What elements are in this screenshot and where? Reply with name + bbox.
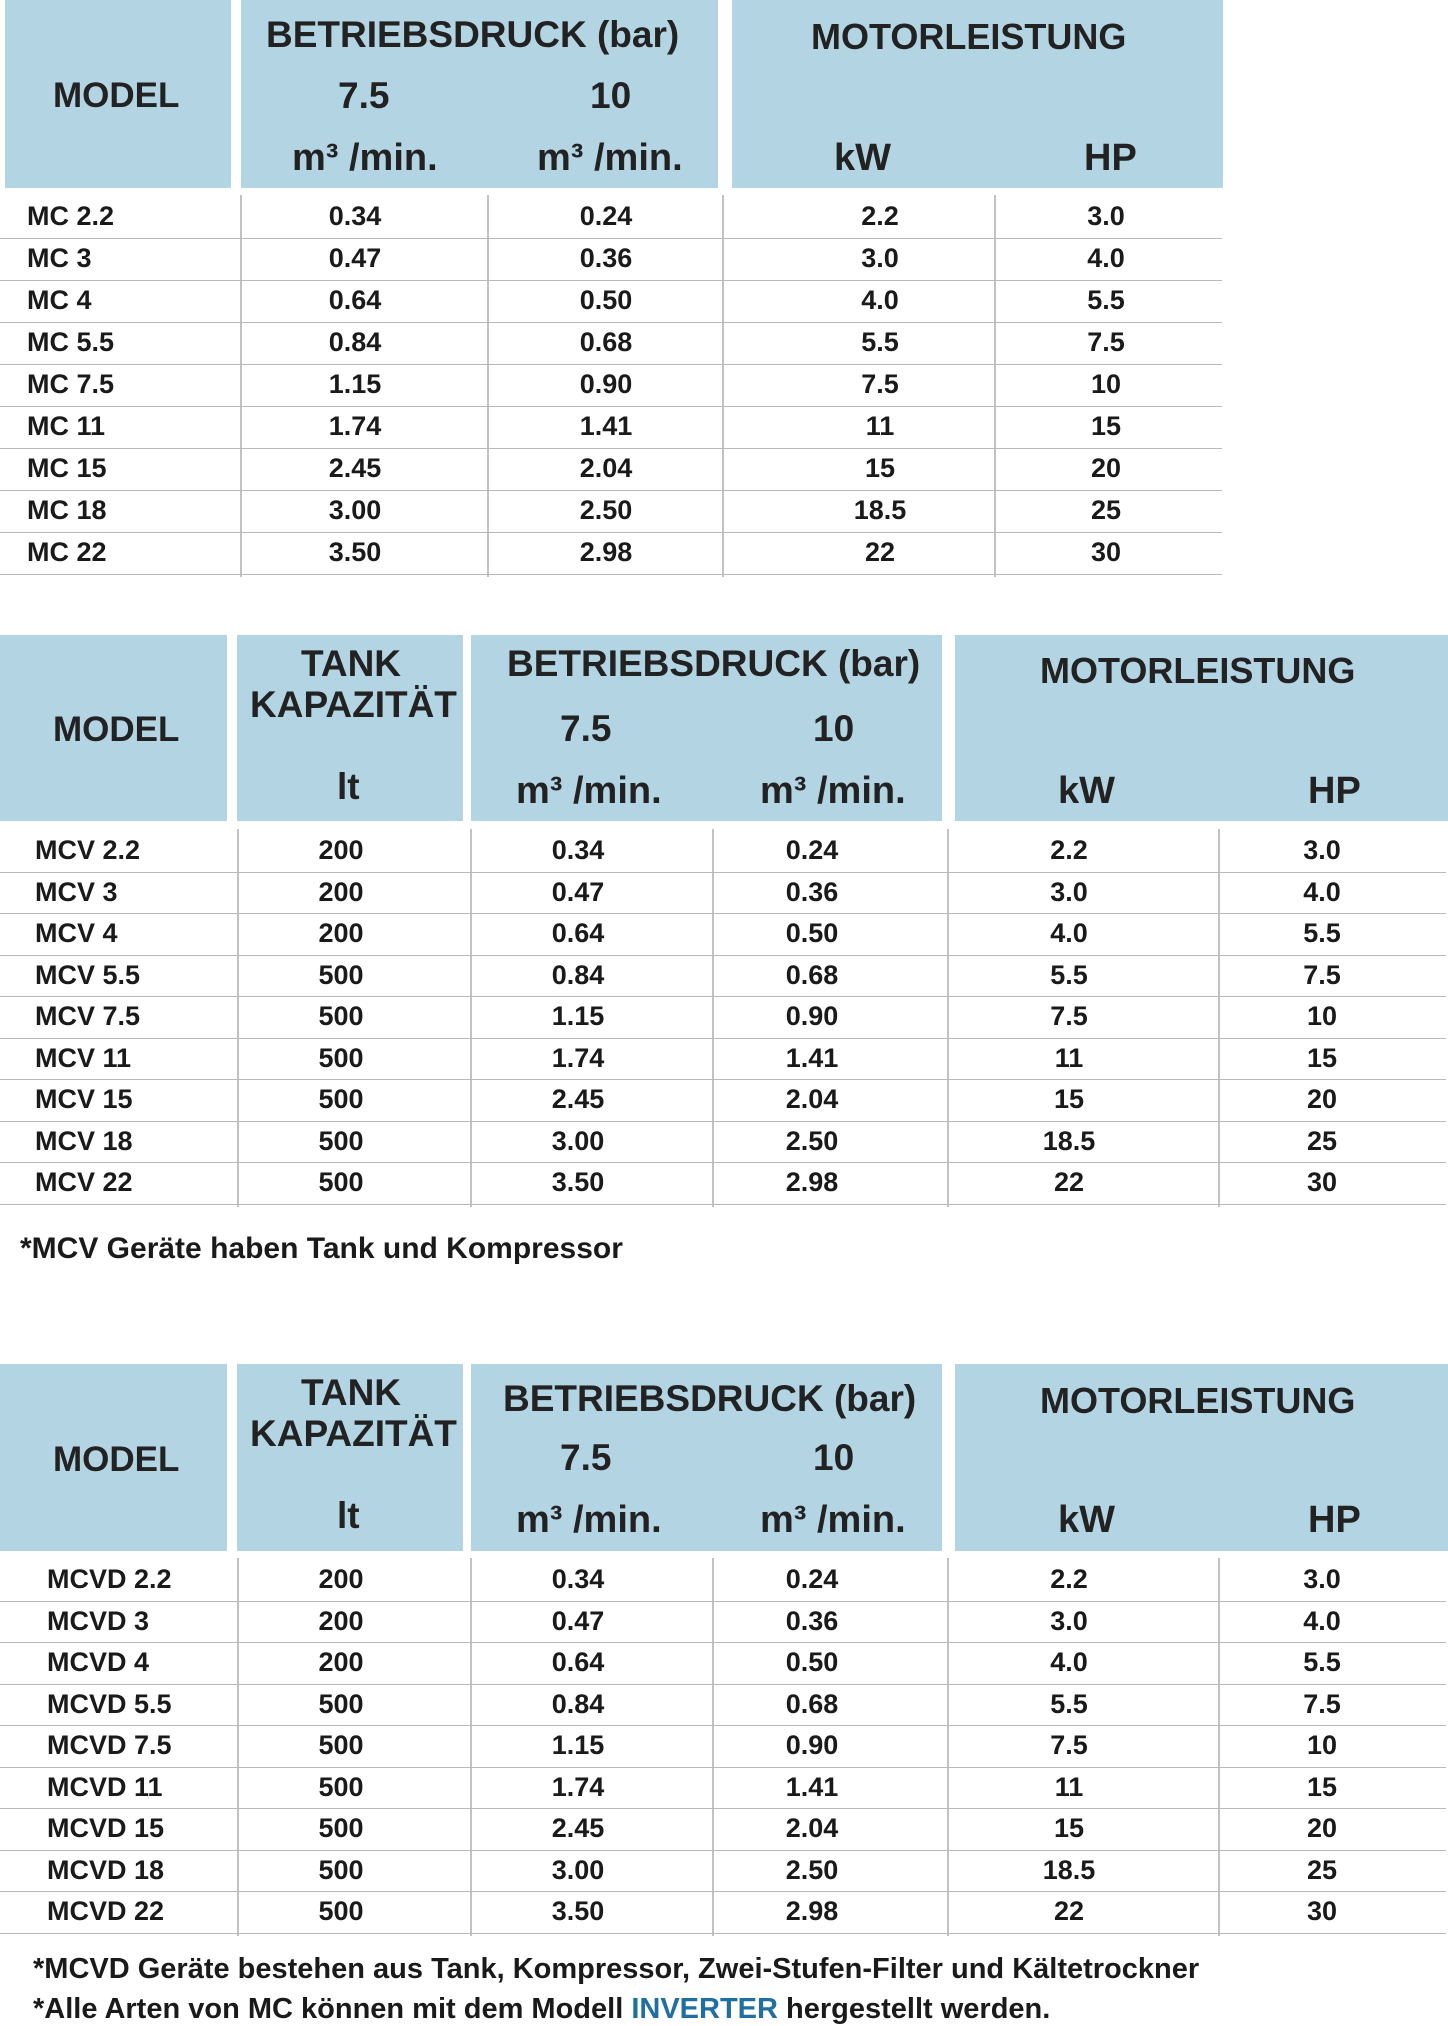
model-cell: MCVD 7.5 — [47, 1730, 172, 1760]
header-tank: TANK — [301, 1372, 402, 1413]
hp-cell: 30 — [1090, 537, 1122, 567]
model-cell: MC 18 — [27, 495, 107, 525]
flow-75-cell: 1.15 — [328, 369, 382, 399]
hp-cell: 30 — [1306, 1896, 1338, 1926]
model-cell: MC 15 — [27, 453, 107, 483]
flow-10-cell: 2.98 — [579, 537, 633, 567]
kw-cell: 7.5 — [1050, 1730, 1088, 1760]
model-cell: MC 22 — [27, 537, 107, 567]
row-divider — [0, 1850, 1446, 1851]
header-pressure: BETRIEBSDRUCK (bar) — [266, 14, 680, 55]
hp-cell: 10 — [1306, 1730, 1338, 1760]
kw-cell: 15 — [864, 453, 896, 483]
row-divider — [0, 1601, 1446, 1602]
model-cell: MCV 4 — [35, 918, 118, 948]
flow-75-cell: 3.50 — [551, 1896, 605, 1926]
flow-10-cell: 0.90 — [785, 1001, 839, 1031]
kw-cell: 2.2 — [1050, 835, 1088, 865]
kw-cell: 4.0 — [861, 285, 899, 315]
row-divider — [0, 238, 1222, 239]
header-motor: MOTORLEISTUNG — [1040, 650, 1356, 691]
header-kw: kW — [1058, 770, 1115, 812]
column-divider — [487, 195, 489, 577]
flow-10-cell: 0.90 — [785, 1730, 839, 1760]
tank-cell: 500 — [318, 1813, 364, 1843]
footnote-inverter — [33, 1992, 1050, 2026]
row-divider — [0, 574, 1222, 575]
row-divider — [0, 913, 1446, 914]
inverter-highlight: INVERTER — [631, 1993, 778, 2025]
header-pressure-10: 10 — [813, 1437, 855, 1478]
tank-cell: 500 — [318, 1771, 364, 1802]
tank-cell: 500 — [318, 1688, 364, 1719]
kw-cell: 2.2 — [861, 201, 899, 231]
flow-10-cell: 0.50 — [785, 918, 839, 948]
flow-75-cell: 3.00 — [328, 495, 382, 525]
header-unit-1: m³ /min. — [516, 770, 662, 812]
row-divider — [0, 1684, 1446, 1685]
model-cell: MCVD 22 — [47, 1896, 165, 1926]
header-unit-1: m³ /min. — [516, 1499, 662, 1541]
footnote-mcvd: *MCVD Geräte bestehen aus Tank, Kompressor, Zwei-Stufen-Filter und Kältetrockner — [33, 1953, 1200, 1985]
flow-75-cell: 1.74 — [328, 411, 382, 441]
header-motor: MOTORLEISTUNG — [811, 16, 1127, 57]
column-divider — [722, 195, 724, 577]
flow-75-cell: 1.74 — [551, 1771, 605, 1802]
kw-cell: 15 — [1053, 1084, 1085, 1114]
kw-cell: 4.0 — [1050, 1647, 1088, 1677]
row-divider — [0, 532, 1222, 533]
row-divider — [0, 996, 1446, 997]
flow-10-cell: 0.36 — [785, 876, 839, 907]
flow-10-cell: 0.68 — [579, 327, 633, 357]
row-divider — [0, 448, 1222, 449]
column-divider — [1218, 829, 1220, 1207]
kw-cell: 2.2 — [1050, 1564, 1088, 1594]
tank-cell: 200 — [318, 1605, 364, 1636]
header-pressure-75: 7.5 — [560, 1437, 612, 1478]
tank-cell: 500 — [318, 1167, 364, 1197]
flow-10-cell: 0.90 — [579, 369, 633, 399]
hp-cell: 30 — [1306, 1167, 1338, 1197]
kw-cell: 22 — [1053, 1896, 1085, 1926]
header-kw: kW — [834, 137, 891, 179]
model-cell: MCVD 2.2 — [47, 1564, 172, 1594]
hp-cell: 3.0 — [1087, 201, 1125, 231]
hp-cell: 5.5 — [1303, 918, 1341, 948]
tank-cell: 500 — [318, 1730, 364, 1760]
column-divider — [240, 195, 242, 577]
row-divider — [0, 872, 1446, 873]
flow-75-cell: 1.15 — [551, 1730, 605, 1760]
tank-cell: 500 — [318, 1125, 364, 1156]
header-kw: kW — [1058, 1499, 1115, 1541]
flow-75-cell: 0.47 — [328, 243, 382, 273]
hp-cell: 15 — [1306, 1042, 1338, 1073]
header-unit-2: m³ /min. — [537, 137, 683, 179]
row-divider — [0, 280, 1222, 281]
tank-cell: 200 — [318, 835, 364, 865]
tank-cell: 500 — [318, 1854, 364, 1885]
model-cell: MCV 15 — [35, 1084, 133, 1114]
row-divider — [0, 364, 1222, 365]
kw-cell: 11 — [1054, 1771, 1084, 1802]
flow-75-cell: 3.50 — [551, 1167, 605, 1197]
header-pressure-75: 7.5 — [338, 75, 390, 116]
kw-cell: 3.0 — [1050, 876, 1088, 907]
tank-cell: 200 — [318, 876, 364, 907]
flow-75-cell: 2.45 — [328, 453, 382, 483]
hp-cell: 25 — [1090, 495, 1122, 525]
flow-75-cell: 1.74 — [551, 1042, 605, 1073]
row-divider — [0, 1933, 1446, 1934]
flow-10-cell: 0.24 — [785, 835, 839, 865]
kw-cell: 7.5 — [1050, 1001, 1088, 1031]
flow-75-cell: 0.84 — [551, 1688, 605, 1719]
flow-10-cell: 0.68 — [785, 1688, 839, 1719]
tank-cell: 500 — [318, 1084, 364, 1114]
model-cell: MCVD 3 — [47, 1605, 150, 1636]
flow-75-cell: 0.64 — [551, 1647, 605, 1677]
row-divider — [0, 1767, 1446, 1768]
model-cell: MCV 22 — [35, 1167, 133, 1197]
flow-75-cell: 0.34 — [328, 201, 382, 231]
tank-cell: 200 — [318, 918, 364, 948]
tank-cell: 500 — [318, 959, 364, 990]
flow-75-cell: 0.47 — [551, 876, 605, 907]
flow-10-cell: 0.24 — [579, 201, 633, 231]
tank-cell: 500 — [318, 1896, 364, 1926]
header-pressure-10: 10 — [813, 708, 855, 749]
kw-cell: 5.5 — [1050, 959, 1088, 990]
header-pressure: BETRIEBSDRUCK (bar) — [507, 643, 921, 684]
hp-cell: 7.5 — [1303, 1688, 1341, 1719]
row-divider — [0, 406, 1222, 407]
header-unit-2: m³ /min. — [760, 770, 906, 812]
footnote-inverter-text: *Alle Arten von MC können mit dem Modell — [33, 1993, 632, 2025]
flow-75-cell: 0.84 — [328, 327, 382, 357]
flow-75-cell: 0.64 — [551, 918, 605, 948]
row-divider — [0, 322, 1222, 323]
flow-10-cell: 2.98 — [785, 1167, 839, 1197]
header-hp: HP — [1308, 770, 1361, 812]
model-cell: MCVD 11 — [47, 1771, 163, 1802]
tank-cell: 200 — [318, 1564, 364, 1594]
hp-cell: 20 — [1306, 1084, 1338, 1114]
kw-cell: 15 — [1053, 1813, 1085, 1843]
header-model: MODEL — [53, 76, 180, 115]
row-divider — [0, 1162, 1446, 1163]
row-divider — [0, 1038, 1446, 1039]
kw-cell: 18.5 — [853, 495, 907, 525]
column-divider — [237, 1558, 239, 1936]
header-hp: HP — [1084, 137, 1137, 179]
flow-75-cell: 2.45 — [551, 1813, 605, 1843]
flow-75-cell: 0.34 — [551, 835, 605, 865]
header-tank-capacity: KAPAZITÄT — [250, 684, 457, 725]
model-cell: MCVD 4 — [47, 1647, 150, 1677]
flow-75-cell: 0.47 — [551, 1605, 605, 1636]
row-divider — [0, 490, 1222, 491]
flow-75-cell: 3.00 — [551, 1854, 605, 1885]
flow-10-cell: 2.04 — [579, 453, 633, 483]
row-divider — [0, 1891, 1446, 1892]
header-tank-unit: lt — [337, 1495, 360, 1536]
kw-cell: 11 — [865, 411, 895, 441]
header-pressure: BETRIEBSDRUCK (bar) — [503, 1378, 917, 1419]
model-cell: MCVD 15 — [47, 1813, 165, 1843]
row-divider — [0, 1725, 1446, 1726]
row-divider — [0, 1121, 1446, 1122]
hp-cell: 4.0 — [1303, 1605, 1341, 1636]
header-motor: MOTORLEISTUNG — [1040, 1380, 1356, 1421]
header-pressure-75: 7.5 — [560, 708, 612, 749]
column-divider — [237, 829, 239, 1207]
flow-10-cell: 1.41 — [785, 1771, 839, 1802]
header-tank-unit: lt — [337, 766, 360, 807]
header-model: MODEL — [53, 710, 180, 749]
model-cell: MC 2.2 — [27, 201, 115, 231]
kw-cell: 3.0 — [861, 243, 899, 273]
hp-cell: 4.0 — [1303, 876, 1341, 907]
column-divider — [947, 829, 949, 1207]
hp-cell: 25 — [1306, 1125, 1338, 1156]
row-divider — [0, 955, 1446, 956]
column-divider — [947, 1558, 949, 1936]
header-tank: TANK — [301, 643, 402, 684]
kw-cell: 5.5 — [1050, 1688, 1088, 1719]
flow-10-cell: 0.50 — [579, 285, 633, 315]
footnote-inverter-tail: hergestellt werden. — [777, 1993, 1051, 2025]
flow-10-cell: 1.41 — [579, 411, 633, 441]
kw-cell: 22 — [864, 537, 896, 567]
model-cell: MCV 11 — [35, 1042, 132, 1073]
flow-75-cell: 3.00 — [551, 1125, 605, 1156]
header-hp: HP — [1308, 1499, 1361, 1541]
kw-cell: 3.0 — [1050, 1605, 1088, 1636]
model-cell: MCV 7.5 — [35, 1001, 141, 1031]
model-cell: MCV 18 — [35, 1125, 133, 1156]
flow-10-cell: 1.41 — [785, 1042, 839, 1073]
header-model: MODEL — [53, 1440, 180, 1479]
model-cell: MCV 3 — [35, 876, 118, 907]
hp-cell: 5.5 — [1303, 1647, 1341, 1677]
row-divider — [0, 1079, 1446, 1080]
flow-75-cell: 0.64 — [328, 285, 382, 315]
column-divider — [470, 1558, 472, 1936]
header-pressure-10: 10 — [590, 75, 632, 116]
hp-cell: 15 — [1306, 1771, 1338, 1802]
column-divider — [994, 195, 996, 577]
hp-cell: 7.5 — [1303, 959, 1341, 990]
model-cell: MC 7.5 — [27, 369, 115, 399]
kw-cell: 5.5 — [861, 327, 899, 357]
hp-cell: 10 — [1306, 1001, 1338, 1031]
flow-10-cell: 0.50 — [785, 1647, 839, 1677]
hp-cell: 10 — [1090, 369, 1122, 399]
hp-cell: 3.0 — [1303, 835, 1341, 865]
flow-10-cell: 0.24 — [785, 1564, 839, 1594]
flow-10-cell: 2.50 — [579, 495, 633, 525]
model-cell: MCVD 18 — [47, 1854, 165, 1885]
hp-cell: 20 — [1090, 453, 1122, 483]
kw-cell: 4.0 — [1050, 918, 1088, 948]
model-cell: MC 11 — [27, 411, 106, 441]
row-divider — [0, 1642, 1446, 1643]
kw-cell: 18.5 — [1042, 1854, 1096, 1885]
hp-cell: 15 — [1090, 411, 1122, 441]
kw-cell: 11 — [1054, 1042, 1084, 1073]
flow-75-cell: 0.84 — [551, 959, 605, 990]
flow-10-cell: 0.36 — [579, 243, 633, 273]
hp-cell: 20 — [1306, 1813, 1338, 1843]
flow-10-cell: 0.36 — [785, 1605, 839, 1636]
model-cell: MC 3 — [27, 243, 92, 273]
flow-75-cell: 1.15 — [551, 1001, 605, 1031]
kw-cell: 7.5 — [861, 369, 899, 399]
tank-cell: 200 — [318, 1647, 364, 1677]
header-unit-1: m³ /min. — [292, 137, 438, 179]
tank-cell: 500 — [318, 1042, 364, 1073]
model-cell: MC 4 — [27, 285, 92, 315]
flow-10-cell: 2.50 — [785, 1125, 839, 1156]
column-divider — [470, 829, 472, 1207]
tank-cell: 500 — [318, 1001, 364, 1031]
hp-cell: 25 — [1306, 1854, 1338, 1885]
flow-75-cell: 2.45 — [551, 1084, 605, 1114]
flow-75-cell: 3.50 — [328, 537, 382, 567]
flow-75-cell: 0.34 — [551, 1564, 605, 1594]
flow-10-cell: 2.98 — [785, 1896, 839, 1926]
header-unit-2: m³ /min. — [760, 1499, 906, 1541]
flow-10-cell: 2.50 — [785, 1854, 839, 1885]
hp-cell: 7.5 — [1087, 327, 1125, 357]
model-cell: MCV 5.5 — [35, 959, 141, 990]
row-divider — [0, 1808, 1446, 1809]
flow-10-cell: 0.68 — [785, 959, 839, 990]
hp-cell: 5.5 — [1087, 285, 1125, 315]
hp-cell: 3.0 — [1303, 1564, 1341, 1594]
flow-10-cell: 2.04 — [785, 1084, 839, 1114]
model-cell: MC 5.5 — [27, 327, 115, 357]
kw-cell: 18.5 — [1042, 1125, 1096, 1156]
flow-10-cell: 2.04 — [785, 1813, 839, 1843]
model-cell: MCV 2.2 — [35, 835, 141, 865]
row-divider — [0, 1204, 1446, 1205]
header-tank-capacity: KAPAZITÄT — [250, 1413, 457, 1454]
model-cell: MCVD 5.5 — [47, 1688, 172, 1719]
column-divider — [1218, 1558, 1220, 1936]
hp-cell: 4.0 — [1087, 243, 1125, 273]
footnote-mcv: *MCV Geräte haben Tank und Kompressor — [20, 1232, 623, 1265]
kw-cell: 22 — [1053, 1167, 1085, 1197]
